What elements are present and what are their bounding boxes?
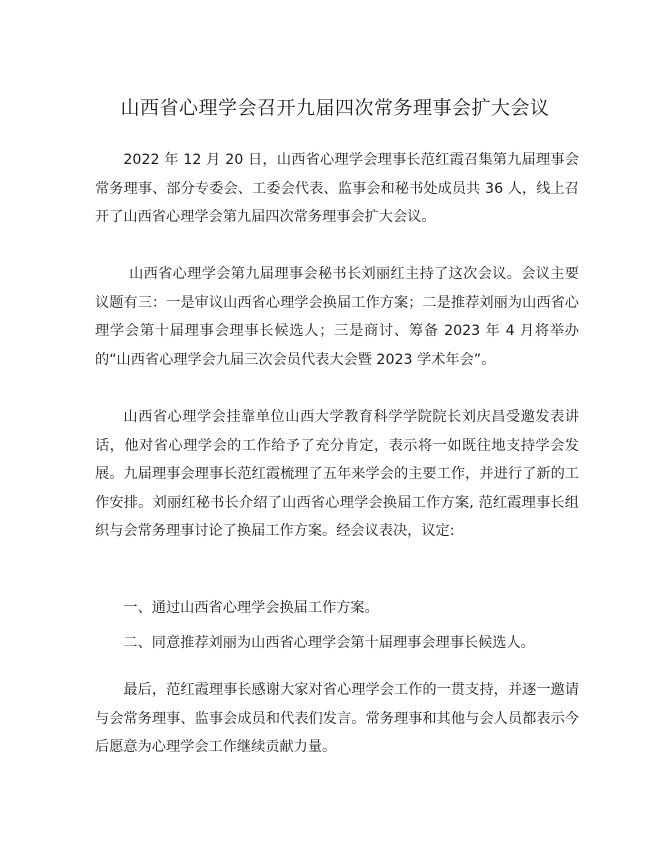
paragraph-meeting-discussion: 山西省心理学会挂靠单位山西大学教育科学学院院长刘庆昌受邀发表讲话，他对省心理学会的工作给予了充分肯定，表示将一如既往地支持学会发展。九届理事会理事长范红霞梳理了五年来学会的主要工作，并进行了新的工作安排。刘丽红秘书长介绍了山西省心理学会换届工作方案, 范红霞理事长组织与会常务理事讨论了换届工作方案。经会议表决，议定:	[95, 409, 579, 539]
paragraph-meeting-overview: 2022 年 12 月 20 日，山西省心理学会理事长范红霞召集第九届理事会常务理事、部分专委会、工委会代表、监事会和秘书处成员共 36 人，线上召开了山西省心理学会第九届四次常务理事会扩大会议。	[95, 152, 579, 225]
resolution-item-2: 二、同意推荐刘丽为山西省心理学会第十届理事会理事长候选人。	[123, 635, 535, 651]
paragraph-meeting-agenda: 山西省心理学会第九届理事会秘书长刘丽红主持了这次会议。会议主要议题有三：一是审议山西省心理学会换届工作方案；二是推荐刘丽为山西省心理学会第十届理事会理事长候选人；三是商讨、筹备 2023 年 4 月将举办的“山西省心理学会九届三次会员代表大会暨 2023 学术年会”。	[95, 266, 579, 368]
document-title: 山西省心理学会召开九届四次常务理事会扩大会议	[120, 97, 550, 119]
paragraph-closing: 最后，范红霞理事长感谢大家对省心理学会工作的一贯支持，并逐一邀请与会常务理事、监事会成员和代表们发言。常务理事和其他与会人员都表示今后愿意为心理学会工作继续贡献力量。	[95, 682, 579, 755]
resolution-item-1: 一、通过山西省心理学会换届工作方案。	[123, 600, 379, 616]
